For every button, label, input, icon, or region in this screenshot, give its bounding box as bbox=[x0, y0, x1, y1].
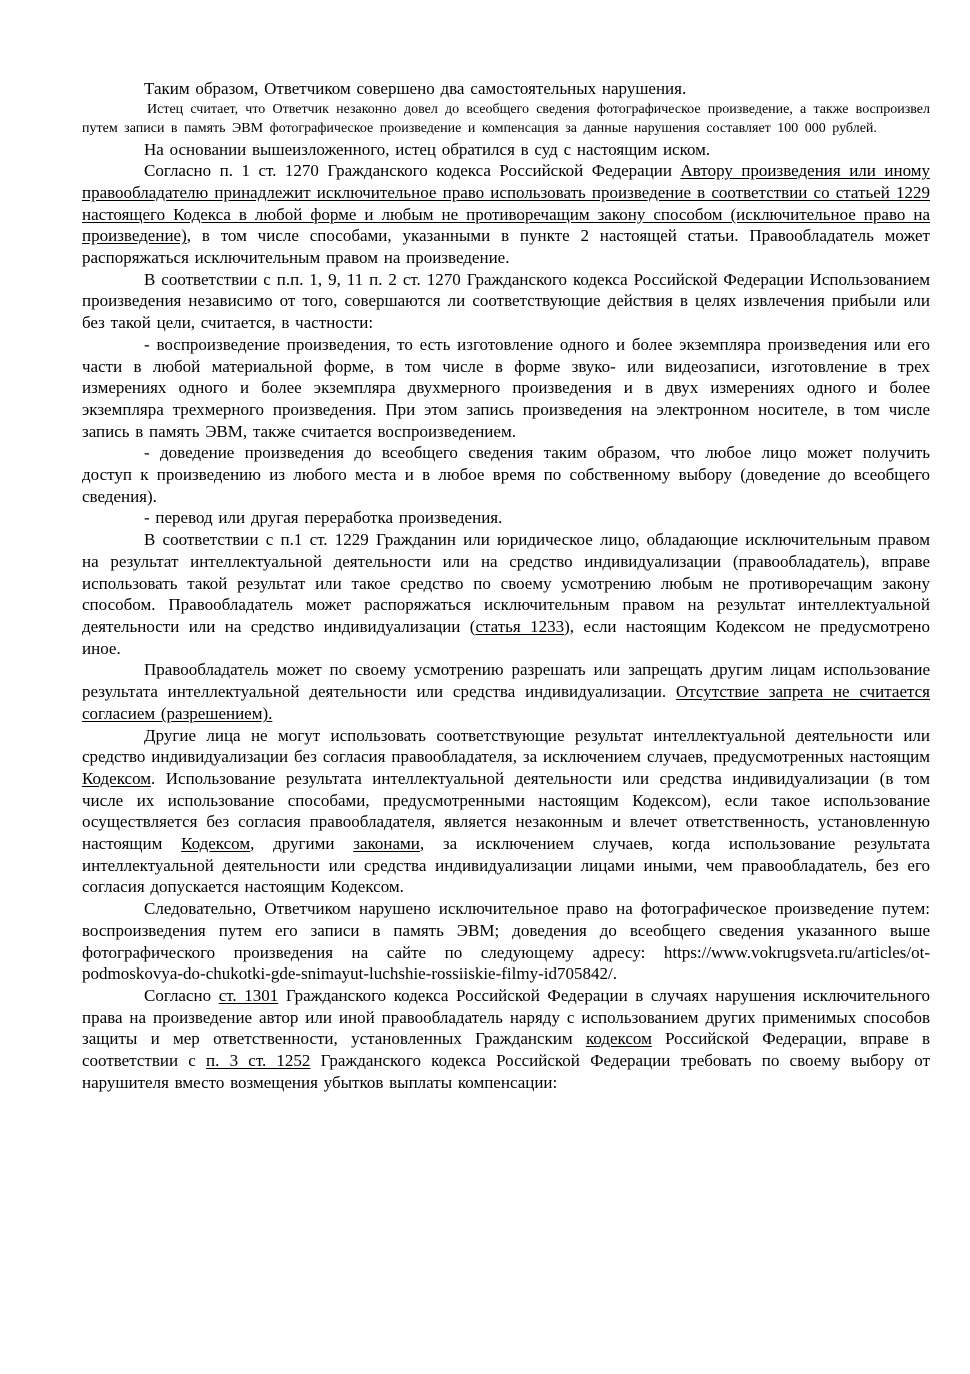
paragraph bbox=[82, 529, 930, 659]
text-run: - воспроизведение произведения, то есть изготовление одного и более экземпляра произведения или его части в любой материальной форме, в том числе в форме звуко- или видеозаписи, изготовление в трех измерениях одного и более экземпляра двухмерного произведения и в двух измерениях одного и более экземпляра трехмерного произведения. При этом запись произведения на электронном носителе, в том числе запись в память ЭВМ, также считается воспроизведением. bbox=[82, 334, 930, 441]
paragraph bbox=[82, 507, 930, 529]
paragraph bbox=[82, 139, 930, 161]
paragraph bbox=[82, 78, 930, 100]
paragraph bbox=[82, 442, 930, 507]
document-body bbox=[82, 78, 930, 1093]
underlined-text-run: ст. 1301 bbox=[218, 985, 279, 1005]
paragraph bbox=[82, 898, 930, 985]
paragraph bbox=[82, 985, 930, 1094]
text-run: Гражданского кодекса Российской Федерации требовать по своему выбору от нарушителя вместо возмещения убытков выплаты компенсации: bbox=[82, 1051, 930, 1092]
text-run: Другие лица не могут использовать соответствующие результат интеллектуальной деятельности или средство индивидуализации без согласия правообладателя, за исключением случаев, предусмотренных настоящим bbox=[82, 725, 930, 767]
text-run: , в том числе способами, указанными в пункте 2 настоящей статьи. Правообладатель может распоряжаться исключительным правом на произведение. bbox=[82, 226, 930, 268]
underlined-text-run: Кодексом bbox=[181, 834, 251, 854]
underlined-text-run: Автору произведения или иному правообладателю принадлежит исключительное право использовать произведение в соответствии со статьей 1229 настоящего Кодекса в любой форме и любым не противоречащим закону способом (исключительное право на произведение) bbox=[82, 161, 930, 246]
text-run: Гражданского кодекса Российской Федерации в случаях нарушения исключительного права на произведение автор или иной правообладатель наряду с использованием других применимых способов защиты и мер ответственности, установленных Гражданским bbox=[82, 985, 930, 1049]
paragraph bbox=[82, 725, 930, 899]
text-run: В соответствии с п.1 ст. 1229 Гражданин или юридическое лицо, обладающие исключительным правом на результат интеллектуальной деятельности или на средство индивидуализации (правообладатель), вправе использовать такой результат или такое средство по своему усмотрению любым не противоречащим закону способом. Правообладатель может распоряжаться исключительным правом на результат интеллектуальной деятельности или на средство индивидуализации ( bbox=[82, 530, 930, 636]
text-run: Следовательно, Ответчиком нарушено исключительное право на фотографическое произведение путем: воспроизведения путем его записи в память ЭВМ; доведения до всеобщего сведения указанного выше фотографического произведения на сайте по следующему адресу: https://www.vokrugsveta.ru/articles/ot-podmoskovya-do-chukotki-gde-snimayut-luchshie-rossiiskie-filmy-id705842/. bbox=[82, 899, 930, 984]
text-run: В соответствии с п.п. 1, 9, 11 п. 2 ст. 1270 Гражданского кодекса Российской Федерации Использованием произведения независимо от того, совершаются ли соответствующие действия в целях извлечения прибыли или без такой цели, считается, в частности: bbox=[82, 269, 930, 333]
paragraph bbox=[82, 334, 930, 443]
underlined-text-run: Кодексом bbox=[82, 768, 152, 788]
text-run: Истец считает, что Ответчик незаконно довел до всеобщего сведения фотографическое произведение, а также воспроизвел путем записи в память ЭВМ фотографическое произведение и компенсация за данные нарушения составляет 100 000 рублей. bbox=[82, 101, 930, 137]
text-run: Таким образом, Ответчиком совершено два самостоятельных нарушения. bbox=[144, 79, 687, 98]
underlined-text-run: статья 1233 bbox=[475, 616, 565, 636]
text-run: На основании вышеизложенного, истец обратился в суд с настоящим иском. bbox=[144, 139, 711, 159]
text-run: Правообладатель может по своему усмотрению разрешать или запрещать другим лицам использование результата интеллектуальной деятельности или средства индивидуализации. bbox=[82, 660, 930, 702]
underlined-text-run: законами bbox=[353, 834, 420, 854]
text-run: . Использование результата интеллектуальной деятельности или средства индивидуализации (в том числе их использование способами, предусмотренными настоящим Кодексом), если такое использование осуществляется без согласия правообладателя, является незаконным и влечет ответственность, установленную настоящим bbox=[82, 768, 930, 854]
paragraph bbox=[82, 269, 930, 334]
text-run: , другими bbox=[250, 834, 354, 854]
underlined-text-run: Отсутствие запрета не считается согласием (разрешением). bbox=[82, 682, 930, 723]
paragraph bbox=[82, 160, 930, 269]
paragraph bbox=[82, 659, 930, 724]
text-run: , за исключением случаев, когда использование результата интеллектуальной деятельности или средства индивидуализации лицами иными, чем правообладатель, без его согласия допускается настоящим Кодексом. bbox=[82, 834, 930, 897]
text-run: - перевод или другая переработка произведения. bbox=[144, 508, 503, 528]
paragraph bbox=[82, 100, 930, 139]
text-run: Согласно п. 1 ст. 1270 Гражданского кодекса Российской Федерации bbox=[144, 161, 681, 181]
text-run: Согласно bbox=[144, 985, 219, 1005]
text-run: ), если настоящим Кодексом не предусмотрено иное. bbox=[82, 616, 930, 658]
text-run: - доведение произведения до всеобщего сведения таким образом, что любое лицо может получить доступ к произведению из любого места и в любое время по собственному выбору (доведение до всеобщего сведения). bbox=[82, 443, 930, 506]
underlined-text-run: п. 3 ст. 1252 bbox=[206, 1051, 311, 1071]
text-run: Российской Федерации, вправе в соответствии с bbox=[82, 1029, 931, 1071]
underlined-text-run: кодексом bbox=[585, 1029, 652, 1049]
